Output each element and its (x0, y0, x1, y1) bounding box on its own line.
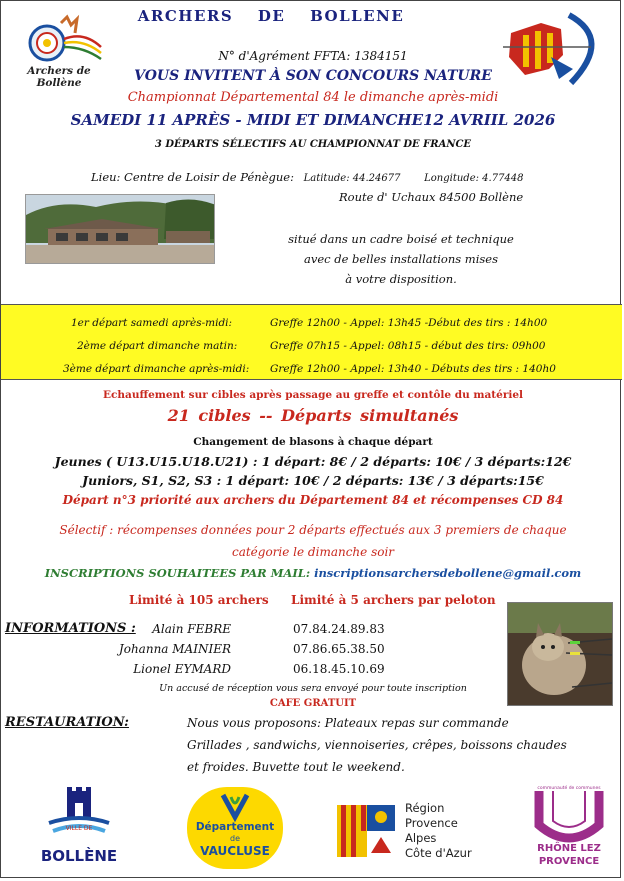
restauration-line: Grillades , sandwichs, viennoiseries, crêpes, boissons chaudes (187, 738, 567, 752)
depart3-note: Départ n°3 priorité aux archers du Département 84 et récompenses CD 84 (62, 493, 564, 507)
limit-total: Limité à 105 archers (129, 593, 269, 607)
vaucluse-line2: de (230, 834, 240, 843)
free-coffee: CAFE GRATUIT (269, 698, 357, 709)
event-dates: SAMEDI 11 APRÈS - MIDI ET DIMANCHE12 AVRIIL 2026 (70, 111, 556, 129)
lynx-target-photo (507, 602, 613, 706)
agrement-number: N° d'Agrément FFTA: 1384151 (218, 49, 408, 63)
venue-photo (25, 194, 215, 264)
selectif-line: catégorie le dimanche soir (231, 545, 395, 559)
club-logo-text: Archers de Bollène (27, 65, 91, 89)
restauration-line: Nous vous proposons: Plateaux repas sur commande (187, 716, 509, 730)
vaucluse-line1: Département (195, 821, 275, 833)
price-jeunes: Jeunes ( U13.U15.U18.U21) : 1 départ: 8€ / 2 départs: 10€ / 3 départs:12€ (54, 454, 572, 469)
selectif-note (1, 519, 624, 563)
price-juniors: Juniors, S1, S2, S3 : 1 départ: 10€ / 2 départs: 13€ / 3 départs:15€ (82, 473, 544, 488)
contact-phone: 07.86.65.38.50 (293, 642, 385, 656)
venue-description-line: avec de belles installations mises (303, 252, 499, 266)
acknowledgment-note: Un accusé de réception vous sera envoyé pour toute inscription (159, 683, 467, 694)
region-paca-logo (335, 801, 485, 865)
bollene-name: BOLLÈNE (40, 847, 118, 865)
schedule-label: 2ème départ dimanche matin: (77, 340, 238, 352)
longitude: Longitude: 4.77448 (424, 173, 524, 184)
contact-phone: 07.84.24.89.83 (293, 622, 385, 636)
warmup-note: Echauffement sur cibles après passage au greffe et contôle du matériel (102, 389, 524, 401)
inscriptions-label: INSCRIPTIONS SOUHAITEES PAR MAIL: (44, 566, 311, 580)
contact-name: Lionel EYMARD (133, 662, 231, 676)
informations-label: INFORMATIONS : (5, 621, 136, 636)
venue-description (251, 229, 551, 289)
blason-change-note: Changement de blasons à chaque départ (193, 436, 433, 448)
contact-name: Alain FEBRE (152, 622, 231, 636)
limit-peloton: Limité à 5 archers par peloton (291, 593, 496, 607)
inscriptions-line (1, 566, 624, 580)
vaucluse-line3: VAUCLUSE (200, 844, 270, 858)
venue-description-line: à votre disposition. (345, 272, 457, 286)
invite-heading: VOUS INVITENT À SON CONCOURS NATURE (134, 68, 492, 84)
rhone-top: communauté de communes (537, 786, 601, 791)
restauration-label: RESTAURATION: (5, 715, 129, 730)
region-line: Alpes (405, 831, 437, 845)
selectifs-line: 3 DÉPARTS SÉLECTIFS AU CHAMPIONNAT DE FRANCE (154, 139, 472, 150)
latitude: Latitude: 44.24677 (303, 173, 401, 184)
region-line: Côte d'Azur (405, 846, 472, 860)
contact-name: Johanna MAINIER (118, 642, 231, 656)
ville-bollene-logo (29, 787, 129, 869)
location-line (91, 170, 524, 184)
inscriptions-email[interactable]: inscriptionsarchersdebollene@gmail.com (314, 566, 582, 580)
bollene-top: VILLE DE (65, 825, 93, 832)
contact-phone: 06.18.45.10.69 (293, 662, 385, 676)
schedule-band (1, 304, 622, 380)
championnat-line: Championnat Départemental 84 le dimanche après-midi (127, 90, 499, 105)
schedule-label: 3ème départ dimanche après-midi: (63, 363, 250, 375)
region-line: Région (405, 801, 445, 815)
schedule-details: Greffe 12h00 - Appel: 13h40 - Débuts des tirs : 140h0 (270, 363, 556, 375)
location-label: Lieu: Centre de Loisir de Pénègue: (91, 170, 294, 184)
rhone-lez-provence-logo (521, 785, 617, 873)
restauration-line: et froides. Buvette tout le weekend. (187, 760, 405, 774)
region-line: Provence (405, 816, 458, 830)
vaucluse-logo (185, 785, 285, 871)
schedule-label: 1er départ samedi après-midi: (71, 317, 233, 329)
address: Route d' Uchaux 84500 Bollène (339, 190, 524, 204)
selectif-line: Sélectif : récompenses données pour 2 départs effectués aux 3 premiers de chaque (59, 523, 567, 537)
rhone-line2: PROVENCE (538, 856, 600, 867)
venue-description-line: situé dans un cadre boisé et technique (288, 232, 514, 246)
schedule-details: Greffe 07h15 - Appel: 08h15 - début des tirs: 09h00 (270, 340, 546, 352)
rhone-line1: RHÔNE LEZ (537, 843, 601, 854)
page-title: ARCHERS DE BOLLENE (137, 7, 405, 25)
schedule-details: Greffe 12h00 - Appel: 13h45 -Début des tirs : 14h00 (270, 317, 548, 329)
targets-line: 21 cibles -- Départs simultanés (167, 406, 459, 425)
